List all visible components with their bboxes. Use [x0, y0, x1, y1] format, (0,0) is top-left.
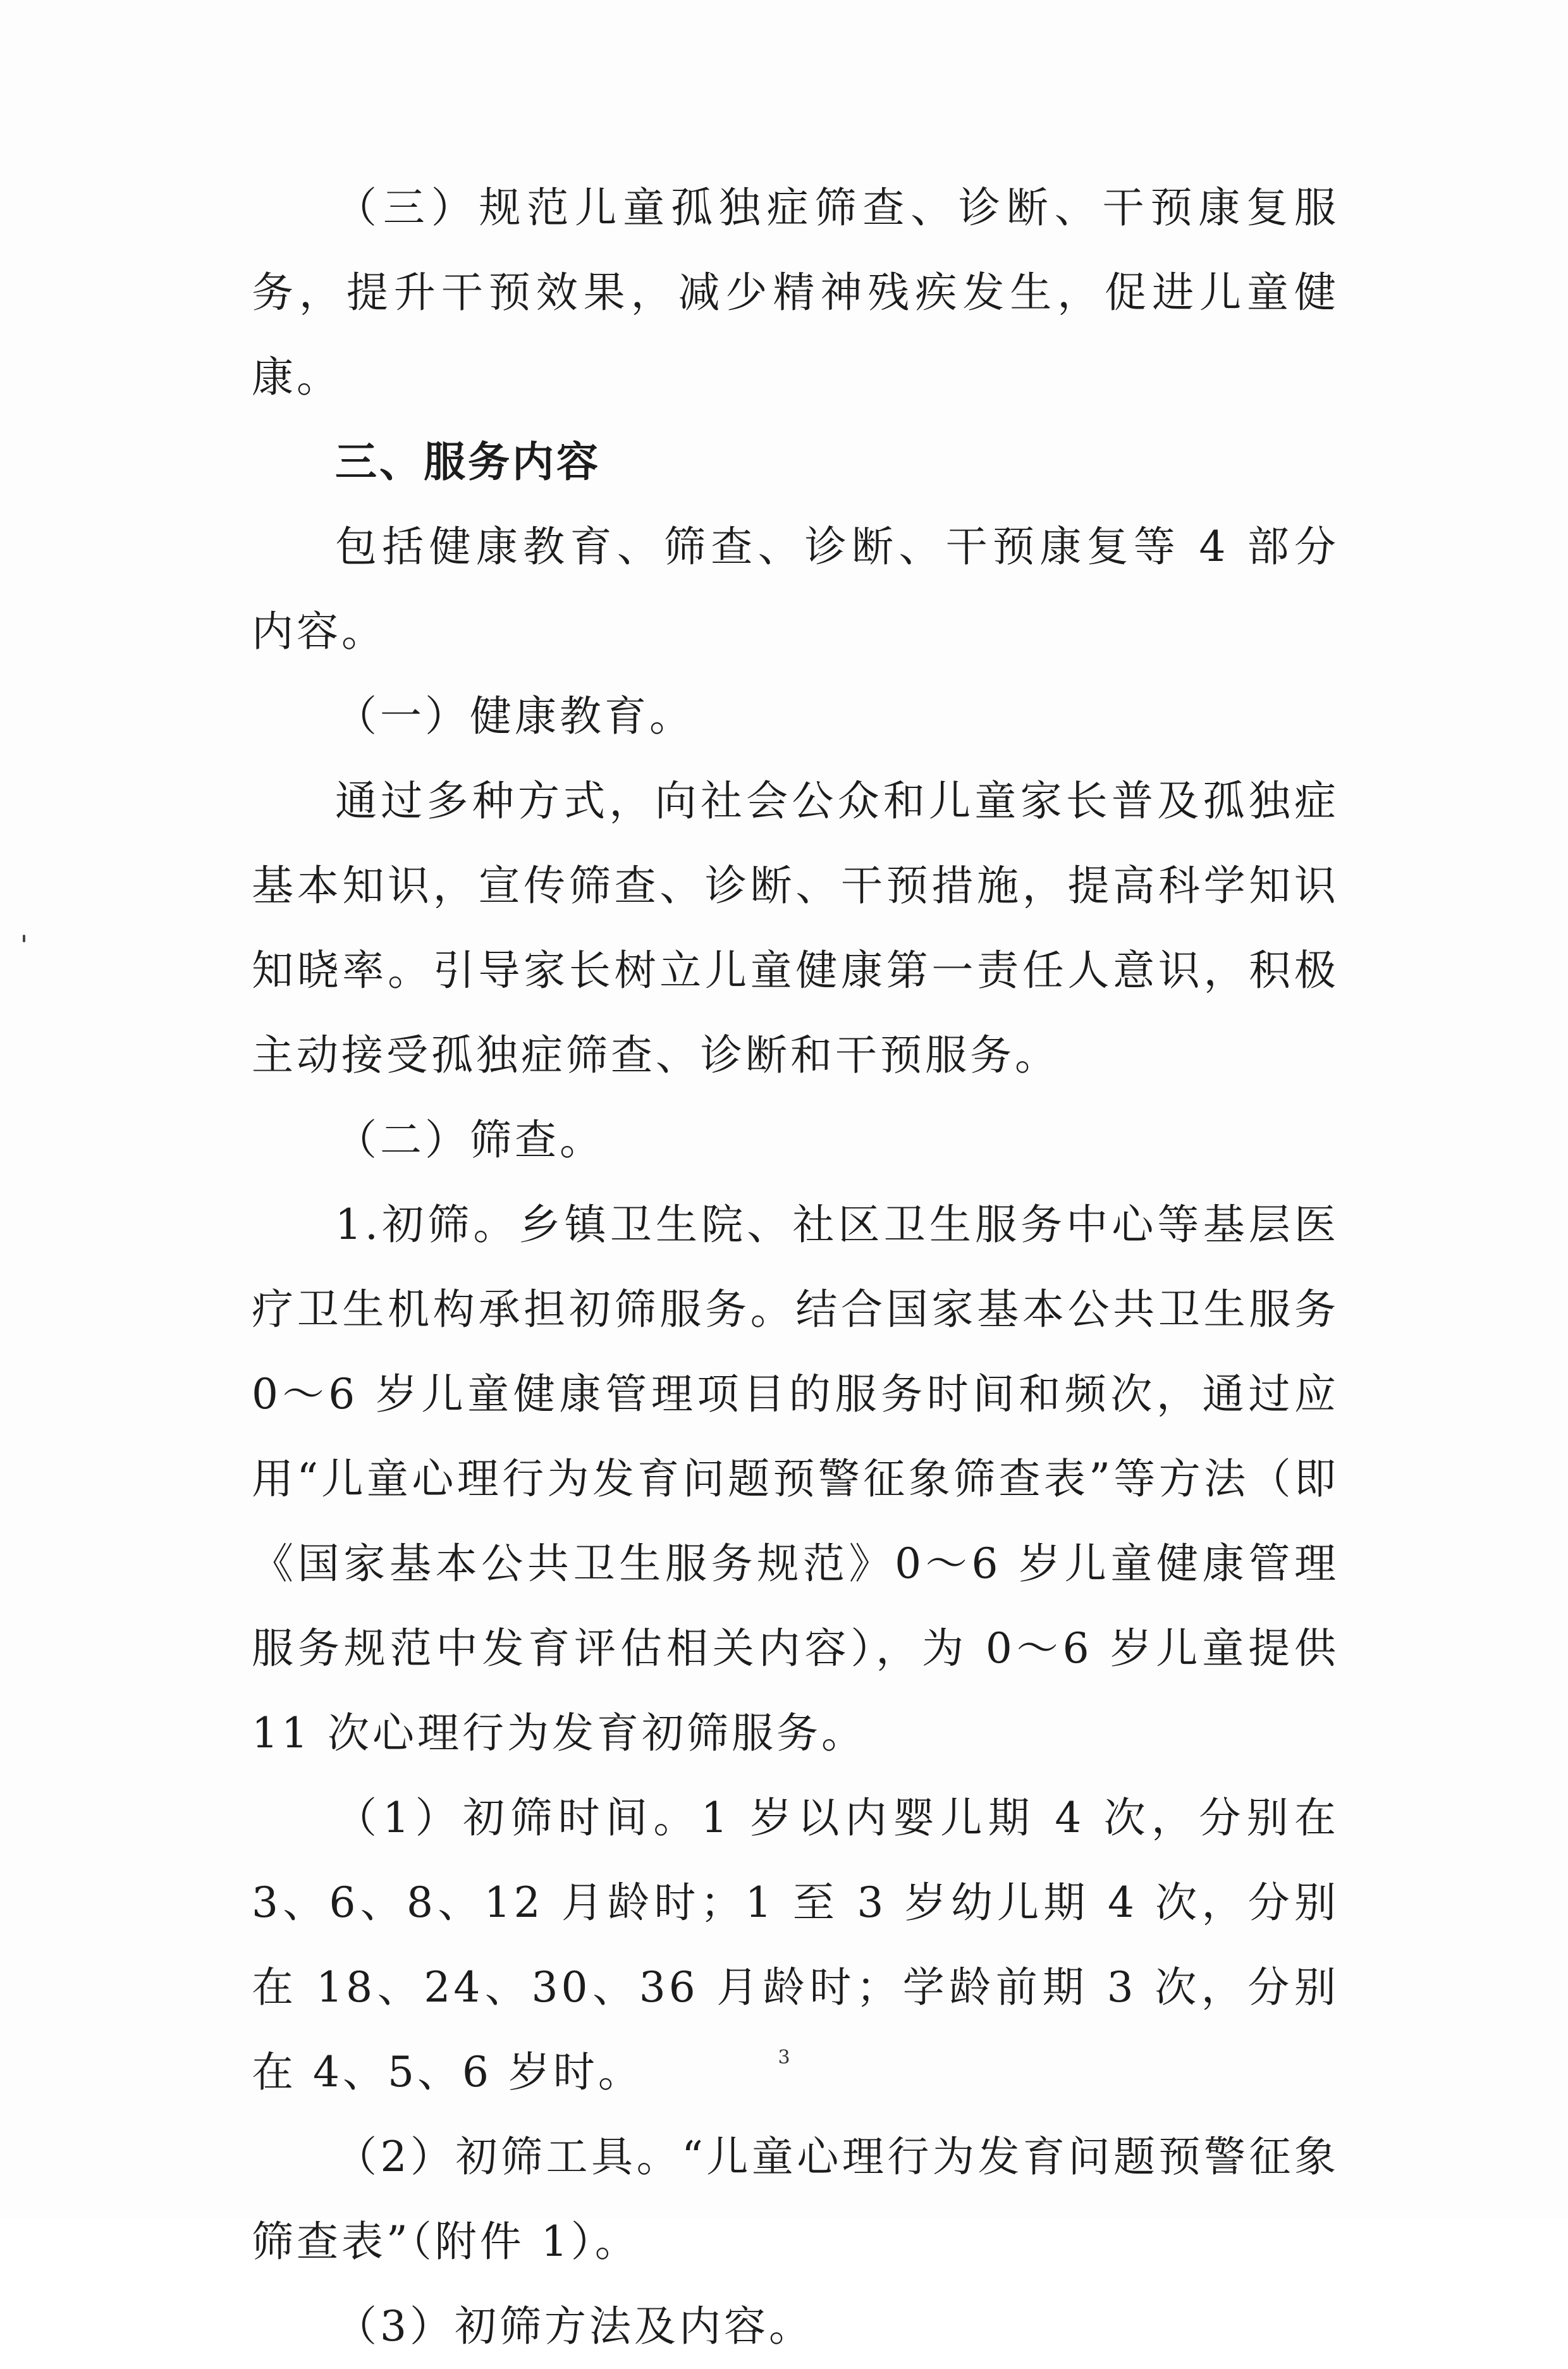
- section-heading-service-content: 三、服务内容: [335, 438, 601, 486]
- paragraph-health-education: 通过多种方式，向社会公众和儿童家长普及孤独症基本知识，宣传筛查、诊断、干预措施，提高科学知识知晓率。引导家长树立儿童健康第一责任人意识，积极主动接受孤独症筛查、诊断和干预服务。: [252, 777, 1339, 1080]
- document-body: [252, 166, 1339, 2369]
- scan-speck: [23, 935, 25, 942]
- paragraph-goal-three: （三）规范儿童孤独症筛查、诊断、干预康复服务，提升干预效果，减少精神残疾发生，促进儿童健康。: [252, 183, 1339, 402]
- paragraph-screening-time: （1）初筛时间。1 岁以内婴儿期 4 次，分别在 3、6、8、12 月龄时；1 至 3 岁幼儿期 4 次，分别在 18、24、30、36 月龄时；学龄前期 3 次，分别在 4、5、6 岁时。: [252, 1794, 1339, 2096]
- subheading-health-education: （一）健康教育。: [335, 692, 694, 741]
- paragraph-screening-tool: （2）初筛工具。“儿童心理行为发育问题预警征象筛查表”（附件 1）。: [252, 2132, 1339, 2266]
- page-number: 3: [778, 2046, 790, 2069]
- paragraph-service-overview: 包括健康教育、筛查、诊断、干预康复等 4 部分内容。: [252, 522, 1339, 656]
- paragraph-initial-screening: 1.初筛。乡镇卫生院、社区卫生服务中心等基层医疗卫生机构承担初筛服务。结合国家基本公共卫生服务 0～6 岁儿童健康管理项目的服务时间和频次，通过应用“儿童心理行为发育问题预警征象筛查表”等方法（即《国家基本公共卫生服务规范》0～6 岁儿童健康管理服务规范中发育评估相关内容），为 0～6 岁儿童提供 11 次心理行为发育初筛服务。: [252, 1200, 1339, 1757]
- subheading-screening: （二）筛查。: [335, 1116, 604, 1164]
- paragraph-screening-method: （3）初筛方法及内容。: [335, 2302, 814, 2351]
